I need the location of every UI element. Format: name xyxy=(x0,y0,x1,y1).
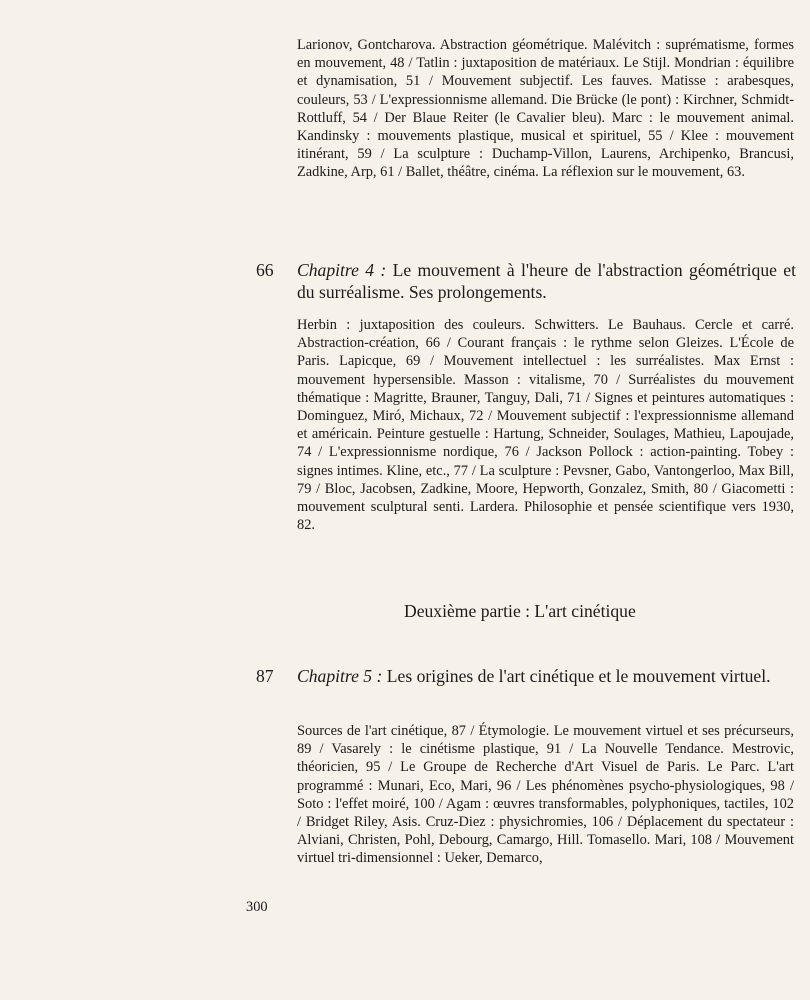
chapter-4-page-number: 66 xyxy=(256,260,274,280)
intro-paragraph xyxy=(297,36,794,182)
chapter-4-text: Herbin : juxtaposition des couleurs. Schwitters. Le Bauhaus. Cercle et carré. Abstraction-création, 66 / Courant français : le rythme selon Gleizes. L'École de Paris. Lapicque, 69 / Mouvement intellectuel : les surréalistes. Max Ernst : mouvement hypersensible. Masson : vitalisme, 70 / Surréalistes du mouvement thématique : Magritte, Brauner, Tanguy, Dali, 71 / Signes et peintures automatiques : Dominguez, Miró, Michaux, 72 / Mouvement subjectif : l'expressionnisme allemand et américain. Peinture gestuelle : Hartung, Schneider, Soulages, Mathieu, Lapoujade, 74 / L'expressionnisme nordique, 76 / Jackson Pollock : action-painting. Tobey : signes intimes. Kline, etc., 77 / La sculpture : Pevsner, Gabo, Vantongerloo, Max Bill, 79 / Bloc, Jacobsen, Zadkine, Moore, Hepworth, Gonzalez, Smith, 80 / Giacometti : mouvement sculptural senti. Lardera. Philosophie et pensée scientifique vers 1930, 82. xyxy=(297,317,794,534)
chapter-5-title: Les origines de l'art cinétique et le mouvement virtuel. xyxy=(386,666,771,686)
chapter-4-title: Le mouvement à l'heure de l'abstraction géométrique et du surréalisme. Ses prolongements. xyxy=(297,260,796,302)
chapter-5-page-number: 87 xyxy=(256,666,274,686)
chapter-4-summary xyxy=(297,316,794,534)
chapter-4-title-line xyxy=(297,260,796,303)
chapter-5-label: Chapitre 5 : xyxy=(297,666,383,686)
chapter-5-heading xyxy=(256,666,796,688)
chapter-4-label: Chapitre 4 : xyxy=(297,260,387,280)
page-number: 300 xyxy=(246,899,268,915)
chapter-5-title-line xyxy=(297,666,796,688)
part-title: Deuxième partie : L'art cinétique xyxy=(404,601,636,621)
chapter-5-text: Sources de l'art cinétique, 87 / Étymologie. Le mouvement virtuel et ses précurseurs, 89 / Vasarely : le cinétisme plastique, 91 / La Nouvelle Tendance. Mestrovic, théoricien, 95 / Le Groupe de Recherche d'Art Visuel de Paris. Le Parc. L'art programmé : Munari, Eco, Mari, 96 / Les phénomènes psycho-physiologiques, 98 / Soto : l'effet moiré, 100 / Agam : œuvres transformables, polyphoniques, tactiles, 102 / Bridget Riley, Asis. Cruz-Diez : physichromies, 106 / Déplacement du spectateur : Alviani, Christen, Pohl, Debourg, Camargo, Hill. Tomasello. Mari, 108 / Mouvement virtuel tri-dimensionnel : Ueker, Demarco, xyxy=(297,723,794,867)
intro-text: Larionov, Gontcharova. Abstraction géométrique. Malévitch : suprématisme, formes en mouvement, 48 / Tatlin : juxtaposition de matériaux. Le Stijl. Mondrian : équilibre et dynamisation, 51 / Mouvement subjectif. Les fauves. Matisse : arabesques, couleurs, 53 / L'expressionnisme allemand. Die Brücke (le pont) : Kirchner, Schmidt-Rottluff, 54 / Der Blaue Reiter (le Cavalier bleu). Marc : le mouvement animal. Kandinsky : mouvements plastique, musical et spirituel, 55 / Klee : mouvement itinérant, 59 / La sculpture : Duchamp-Villon, Laurens, Archipenko, Brancusi, Zadkine, Arp, 61 / Ballet, théâtre, cinéma. La réflexion sur le mouvement, 63. xyxy=(297,37,794,181)
chapter-5-summary xyxy=(297,722,794,868)
chapter-4-heading xyxy=(256,260,796,303)
